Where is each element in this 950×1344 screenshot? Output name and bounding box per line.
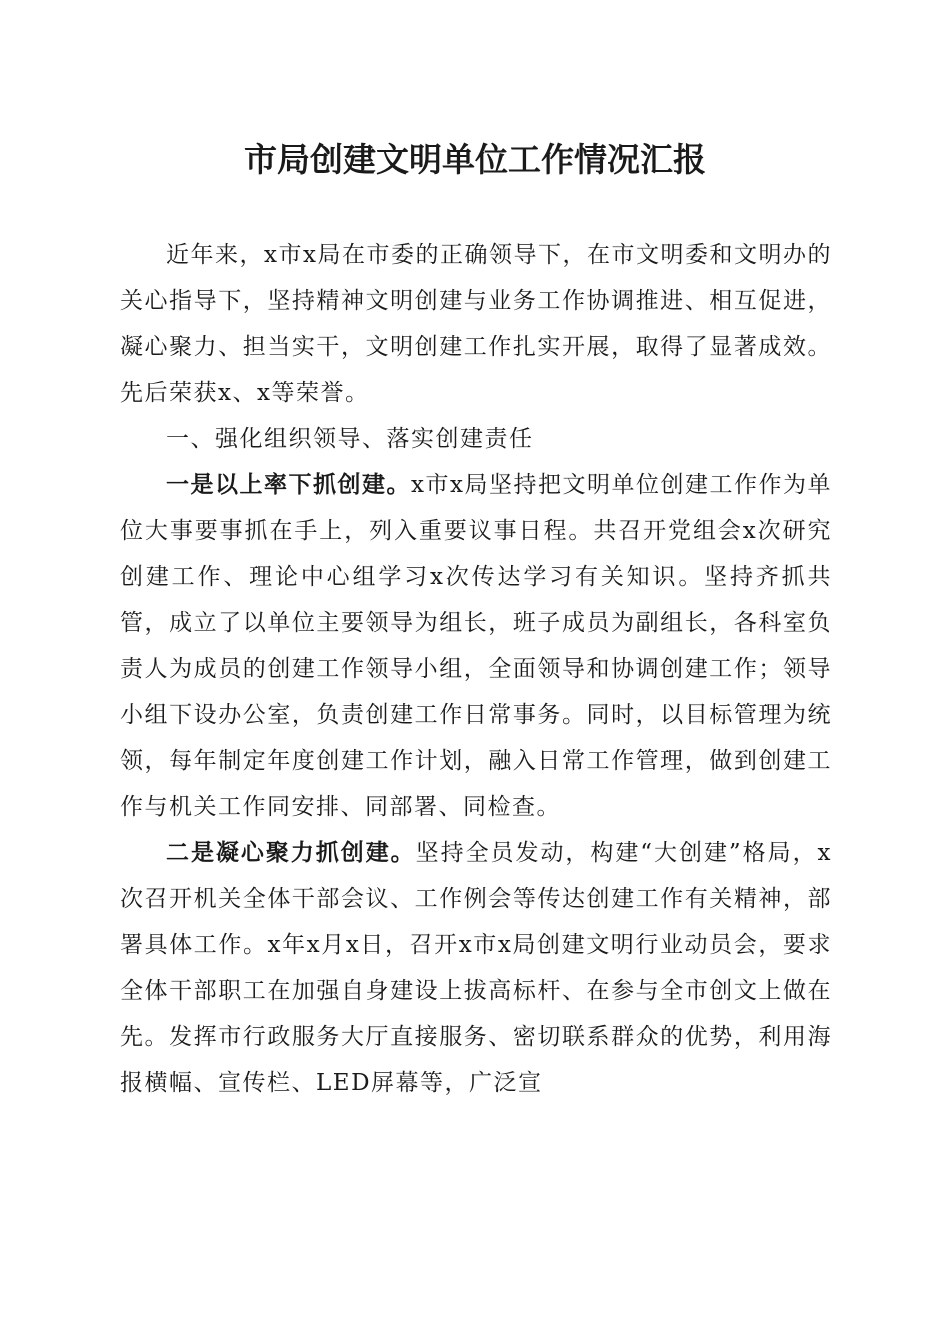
paragraph-2 <box>120 830 832 1106</box>
paragraph-2-lead: 二是凝心聚力抓创建。 <box>166 839 416 866</box>
section-heading: 一、强化组织领导、落实创建责任 <box>166 426 534 452</box>
intro-paragraph: 近年来，x市x局在市委的正确领导下，在市文明委和文明办的关心指导下，坚持精神文明创建与业务工作协调推进、相互促进，凝心聚力、担当实干，文明创建工作扎实开展，取得了显著成效。先后荣获x、x等荣誉。 <box>120 242 832 406</box>
paragraph-1-lead: 一是以上率下抓创建。 <box>166 471 412 498</box>
document-body <box>120 232 832 1106</box>
paragraph-2-text: 坚持全员发动，构建“大创建”格局，x次召开机关全体干部会议、工作例会等传达创建工作有关精神，部署具体工作。x年x月x日，召开x市x局创建文明行业动员会，要求全体干部职工在加强自身建设上拔高标杆、在参与全市创文上做在先。发挥市行政服务大厅直接服务、密切联系群众的优势，利用海报横幅、宣传栏、LED屏幕等，广泛宣 <box>120 840 832 1096</box>
paragraph-1 <box>120 462 832 830</box>
document-title: 市局创建文明单位工作情况汇报 <box>244 140 706 179</box>
paragraph-1-text: x市x局坚持把文明单位创建工作作为单位大事要事抓在手上，列入重要议事日程。共召开党组会x次研究创建工作、理论中心组学习x次传达学习有关知识。坚持齐抓共管，成立了以单位主要领导为组长，班子成员为副组长，各科室负责人为成员的创建工作领导小组，全面领导和协调创建工作；领导小组下设办公室，负责创建工作日常事务。同时，以目标管理为统领，每年制定年度创建工作计划，融入日常工作管理，做到创建工作与机关工作同安排、同部署、同检查。 <box>120 472 833 820</box>
